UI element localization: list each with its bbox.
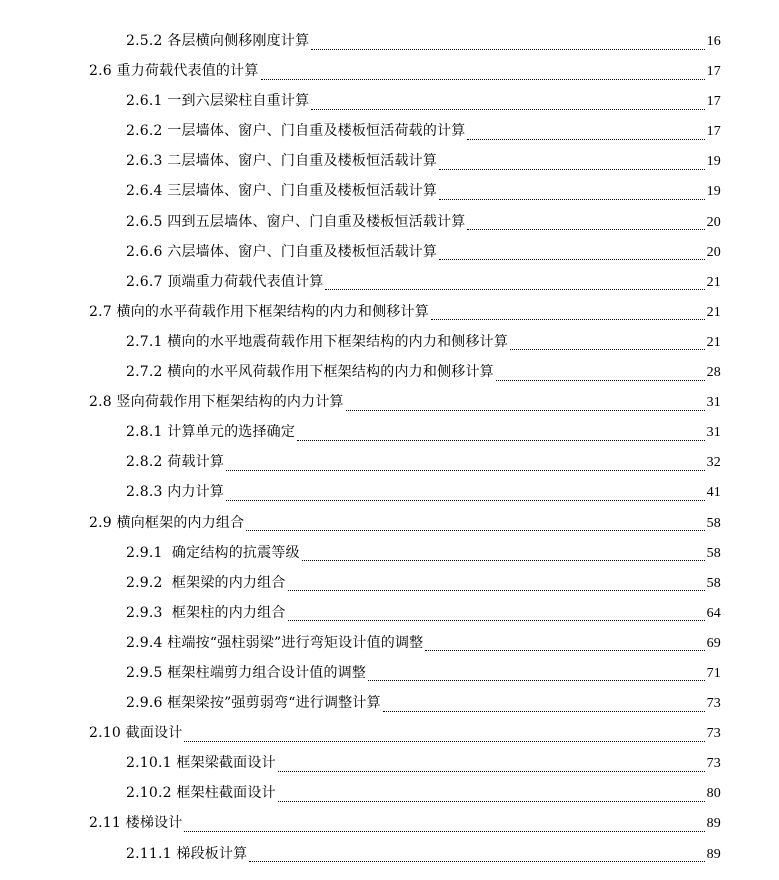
dot-leader	[346, 410, 705, 411]
dot-leader	[368, 680, 705, 681]
toc-entry[interactable]	[0, 417, 779, 447]
toc-entry-page-number: 73	[706, 726, 721, 742]
toc-entry[interactable]	[0, 688, 779, 718]
toc-entry[interactable]	[0, 207, 779, 237]
toc-entry-page-number: 58	[706, 575, 721, 591]
toc-entry-title: 2.8.3 内力计算	[126, 484, 225, 501]
toc-entry[interactable]	[0, 778, 779, 808]
toc-entry[interactable]	[0, 357, 779, 387]
toc-entry-title: 2.7 横向的水平荷载作用下框架结构的内力和侧移计算	[89, 303, 429, 320]
toc-entry-row	[126, 237, 721, 267]
toc-entry-row	[126, 598, 721, 628]
toc-entry-row	[126, 176, 721, 206]
toc-entry-title: 2.9.6 框架梁按”强剪弱弯“进行调整计算	[126, 695, 381, 712]
toc-entry-title: 2.5.2 各层横向侧移刚度计算	[126, 33, 310, 49]
dot-leader	[302, 560, 705, 561]
toc-entry-page-number: 17	[706, 124, 721, 140]
toc-entry-title: 2.8.2 荷载计算	[126, 454, 225, 471]
toc-entry-title: 2.9.2 框架梁的内力组合	[126, 574, 286, 591]
toc-entry[interactable]	[0, 56, 779, 86]
toc-entry-page-number: 64	[706, 605, 721, 621]
toc-entry-title: 2.7.2 横向的水平风荷载作用下框架结构的内力和侧移计算	[126, 364, 494, 381]
toc-entry-row	[126, 26, 721, 56]
dot-leader	[288, 620, 705, 621]
toc-entry-row	[126, 327, 721, 357]
toc-entry-title: 2.9.5 框架柱端剪力组合设计值的调整	[126, 664, 367, 681]
dot-leader	[311, 49, 704, 50]
toc-entry[interactable]	[0, 387, 779, 417]
dot-leader	[510, 349, 705, 350]
dot-leader	[288, 590, 705, 591]
toc-entry[interactable]	[0, 327, 779, 357]
toc-entry[interactable]	[0, 86, 779, 116]
toc-entry[interactable]	[0, 237, 779, 267]
dot-leader	[226, 470, 705, 471]
toc-entry[interactable]	[0, 146, 779, 176]
dot-leader	[278, 801, 705, 802]
toc-entry[interactable]	[0, 267, 779, 297]
dot-leader	[467, 229, 704, 230]
toc-entry[interactable]	[0, 628, 779, 658]
toc-entry-page-number: 32	[706, 455, 721, 471]
toc-entry[interactable]	[0, 116, 779, 146]
toc-entry-title: 2.6.3 二层墙体、窗户、门自重及楼板恒活载计算	[126, 153, 438, 170]
toc-entry-page-number: 21	[706, 334, 721, 350]
toc-entry-title: 2.6.4 三层墙体、窗户、门自重及楼板恒活载计算	[126, 183, 438, 200]
toc-entry-page-number: 28	[706, 365, 721, 381]
toc-entry-title: 2.7.1 横向的水平地震荷载作用下框架结构的内力和侧移计算	[126, 333, 509, 350]
toc-entry-row	[126, 477, 721, 507]
toc-entry-title: 2.8 竖向荷载作用下框架结构的内力计算	[89, 394, 344, 411]
toc-entry-title: 2.9.1 确定结构的抗震等级	[126, 544, 300, 561]
toc-entry-title: 2.10 截面设计	[89, 725, 183, 742]
toc-entry-row	[126, 417, 721, 447]
dot-leader	[431, 319, 705, 320]
toc-entry[interactable]	[0, 538, 779, 568]
toc-entry[interactable]	[0, 477, 779, 507]
toc-entry-title: 2.10.2 框架柱截面设计	[126, 785, 276, 802]
toc-entry-page-number: 31	[706, 395, 721, 411]
toc-entry-row	[126, 146, 721, 176]
toc-entry-row	[89, 808, 721, 838]
toc-entry-page-number: 71	[706, 665, 721, 681]
toc-entry-row	[126, 778, 721, 808]
dot-leader	[439, 259, 705, 260]
dot-leader	[297, 440, 705, 441]
dot-leader	[246, 530, 704, 531]
toc-entry-page-number: 21	[706, 274, 721, 290]
toc-entry[interactable]	[0, 508, 779, 538]
dot-leader	[383, 711, 705, 712]
toc-entry[interactable]	[0, 176, 779, 206]
dot-leader	[261, 79, 705, 80]
dot-leader	[184, 831, 704, 832]
toc-entry-row	[126, 207, 721, 237]
toc-entry-title: 2.8.1 计算单元的选择确定	[126, 424, 296, 441]
toc-entry-row	[89, 387, 721, 417]
toc-entry-title: 2.6 重力荷载代表值的计算	[89, 63, 259, 80]
toc-entry-title: 2.10.1 框架梁截面设计	[126, 755, 276, 772]
toc-entry-row	[126, 357, 721, 387]
toc-entry-title: 2.6.7 顶端重力荷载代表值计算	[126, 273, 324, 290]
toc-entry-page-number: 69	[706, 635, 721, 651]
dot-leader	[184, 741, 704, 742]
toc-entry[interactable]	[0, 839, 779, 869]
dot-leader	[496, 380, 705, 381]
toc-entry-row	[126, 116, 721, 146]
dot-leader	[226, 500, 705, 501]
toc-entry-page-number: 73	[706, 756, 721, 772]
toc-entry-title: 2.6.6 六层墙体、窗户、门自重及楼板恒活载计算	[126, 243, 438, 260]
dot-leader	[439, 169, 705, 170]
toc-entry-page-number: 41	[706, 485, 721, 501]
toc-entry-title: 2.9.3 框架柱的内力组合	[126, 604, 286, 621]
toc-entry[interactable]	[0, 297, 779, 327]
toc-entry[interactable]	[0, 447, 779, 477]
toc-entry-page-number: 21	[706, 304, 721, 320]
toc-entry-title: 2.9.4 柱端按“强柱弱梁”进行弯矩设计值的调整	[126, 634, 424, 651]
toc-entry-row	[89, 297, 721, 327]
toc-entry-page-number: 73	[706, 696, 721, 712]
toc-entry[interactable]	[0, 26, 779, 56]
dot-leader	[425, 650, 704, 651]
toc-entry[interactable]	[0, 658, 779, 688]
toc-entry-page-number: 20	[706, 214, 721, 230]
toc-entry-page-number: 19	[706, 184, 721, 200]
toc-entry-row	[89, 718, 721, 748]
toc-entry-page-number: 17	[706, 94, 721, 110]
toc-entry-page-number: 80	[706, 786, 721, 802]
toc-entry-title: 2.9 横向框架的内力组合	[89, 514, 245, 531]
toc-entry-row	[126, 839, 721, 869]
dot-leader	[439, 199, 705, 200]
toc-entry-row	[126, 568, 721, 598]
toc-entry-row	[89, 56, 721, 86]
toc-entry-row	[126, 267, 721, 297]
toc-entry-row	[126, 447, 721, 477]
toc-entry-page-number: 16	[706, 34, 721, 49]
toc-entry-row	[126, 688, 721, 718]
toc-entry-page-number: 58	[706, 515, 721, 531]
toc-entry-page-number: 19	[706, 154, 721, 170]
toc-entry[interactable]	[0, 598, 779, 628]
dot-leader	[467, 139, 704, 140]
toc-entry-page-number: 20	[706, 244, 721, 260]
toc-entry[interactable]	[0, 748, 779, 778]
toc-entry[interactable]	[0, 808, 779, 838]
table-of-contents	[0, 26, 779, 869]
toc-entry-row	[126, 748, 721, 778]
toc-entry-title: 2.11 楼梯设计	[89, 815, 183, 832]
dot-leader	[325, 289, 704, 290]
toc-entry-page-number: 31	[706, 425, 721, 441]
toc-entry-row	[126, 538, 721, 568]
toc-entry-title: 2.6.5 四到五层墙体、窗户、门自重及楼板恒活载计算	[126, 213, 466, 230]
toc-entry-page-number: 58	[706, 545, 721, 561]
toc-entry-title: 2.6.2 一层墙体、窗户、门自重及楼板恒活荷载的计算	[126, 123, 466, 140]
dot-leader	[311, 109, 704, 110]
toc-entry[interactable]	[0, 568, 779, 598]
toc-entry-row	[126, 628, 721, 658]
toc-entry-page-number: 17	[706, 64, 721, 80]
toc-entry-row	[126, 86, 721, 116]
toc-entry-page-number: 89	[706, 846, 721, 862]
dot-leader	[249, 861, 704, 862]
toc-entry-page-number: 89	[706, 816, 721, 832]
toc-entry-row	[126, 658, 721, 688]
toc-entry[interactable]	[0, 718, 779, 748]
dot-leader	[278, 771, 705, 772]
toc-entry-title: 2.6.1 一到六层梁柱自重计算	[126, 93, 310, 110]
toc-entry-row	[89, 508, 721, 538]
toc-entry-title: 2.11.1 梯段板计算	[126, 845, 248, 862]
